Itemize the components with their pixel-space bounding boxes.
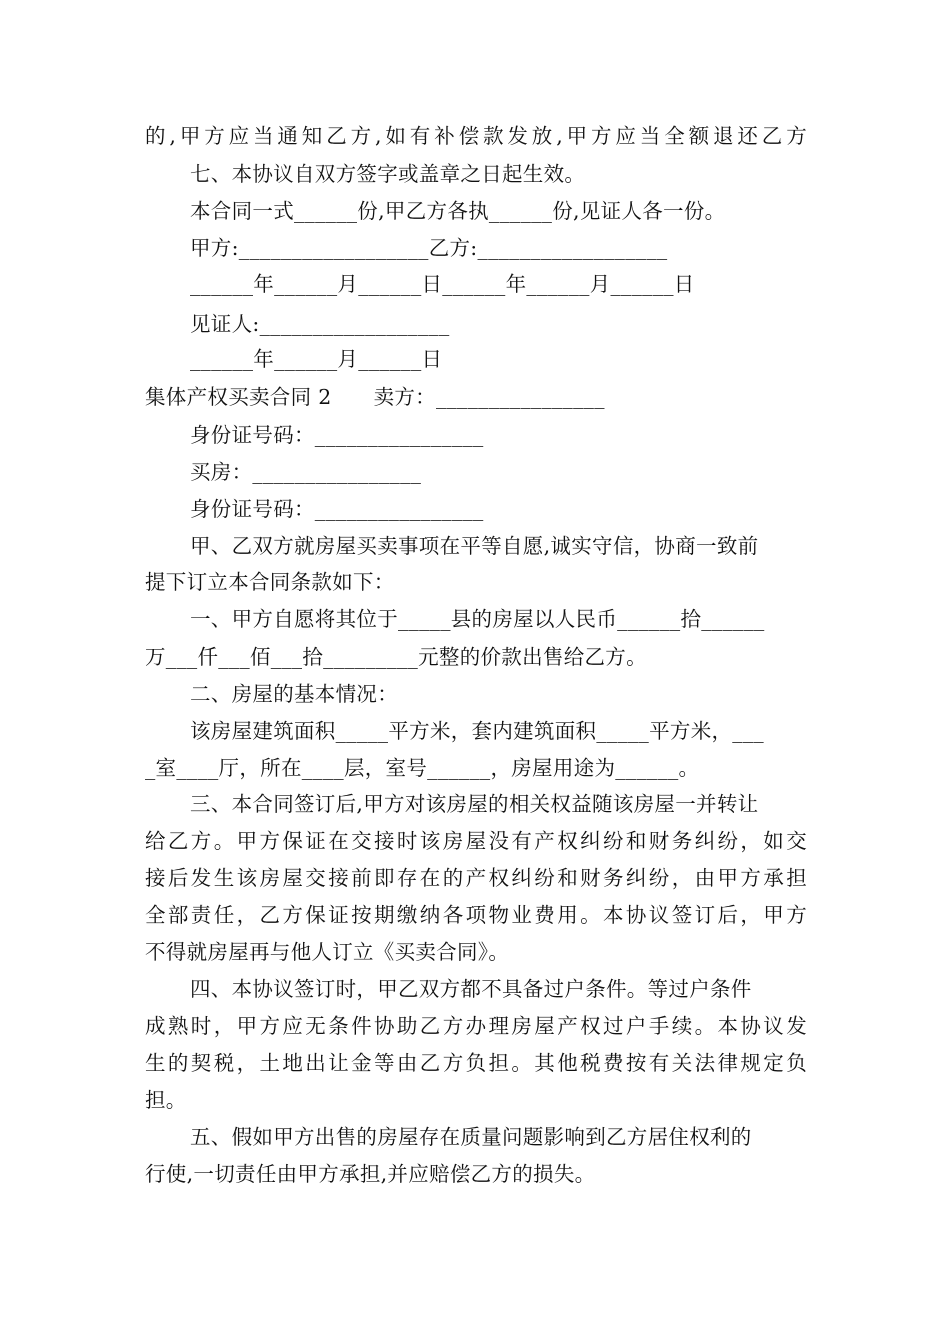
text-line: 的,甲方应当通知乙方,如有补偿款发放,甲方应当全额退还乙方 bbox=[145, 124, 807, 148]
text-line: 一、甲方自愿将其位于_____县的房屋以人民币______拾______ bbox=[190, 607, 765, 631]
text-line: 万___仟___佰___拾_________元整的价款出售给乙方。 bbox=[145, 645, 647, 669]
text-line: 二、房屋的基本情况： bbox=[190, 682, 398, 706]
text-line: 本合同一式______份,甲乙方各执______份,见证人各一份。 bbox=[190, 199, 726, 223]
text-line: 甲、乙双方就房屋买卖事项在平等自愿,诚实守信，协商一致前 bbox=[190, 534, 759, 558]
contract-title-line bbox=[145, 383, 605, 411]
text-line: 全部责任，乙方保证按期缴纳各项物业费用。本协议签订后，甲方 bbox=[145, 903, 807, 927]
text-line: _室____厅，所在____层，室号______，房屋用途为______。 bbox=[145, 756, 700, 780]
contract-title: 集体产权买卖合同 2 bbox=[145, 385, 332, 409]
text-line: 接后发生该房屋交接前即存在的产权纠纷和财务纠纷，由甲方承担 bbox=[145, 866, 807, 890]
text-line: 该房屋建筑面积_____平方米，套内建筑面积_____平方米，___ bbox=[190, 719, 764, 743]
text-line: 身份证号码：________________ bbox=[190, 497, 484, 521]
text-line: 身份证号码：________________ bbox=[190, 423, 484, 447]
signature-line: 甲方:__________________乙方:__________________ bbox=[190, 236, 668, 260]
text-line: 五、假如甲方出售的房屋存在质量问题影响到乙方居住权利的 bbox=[190, 1125, 752, 1149]
text-line: 生的契税，土地出让金等由乙方负担。其他税费按有关法律规定负 bbox=[145, 1051, 807, 1075]
seller-field: 卖方：________________ bbox=[373, 385, 605, 409]
text-line: 七、本协议自双方签字或盖章之日起生效。 bbox=[190, 162, 586, 186]
text-line: 给乙方。甲方保证在交接时该房屋没有产权纠纷和财务纠纷，如交 bbox=[145, 829, 807, 853]
witness-line: 见证人:__________________ bbox=[190, 312, 450, 336]
text-line: 行使,一切责任由甲方承担,并应赔偿乙方的损失。 bbox=[145, 1162, 596, 1186]
text-line: 四、本协议签订时，甲乙双方都不具备过户条件。等过户条件 bbox=[190, 977, 752, 1001]
text-line: 三、本合同签订后,甲方对该房屋的相关权益随该房屋一并转让 bbox=[190, 792, 759, 816]
text-line: 成熟时，甲方应无条件协助乙方办理房屋产权过户手续。本协议发 bbox=[145, 1014, 807, 1038]
text-line: 担。 bbox=[145, 1088, 187, 1112]
text-line: 买房：________________ bbox=[190, 460, 422, 484]
date-line: ______年______月______日 bbox=[190, 347, 443, 371]
text-line: 提下订立本合同条款如下： bbox=[145, 570, 395, 594]
date-line: ______年______月______日______年______月______日 bbox=[190, 272, 695, 296]
text-line: 不得就房屋再与他人订立《买卖合同》。 bbox=[145, 940, 510, 964]
